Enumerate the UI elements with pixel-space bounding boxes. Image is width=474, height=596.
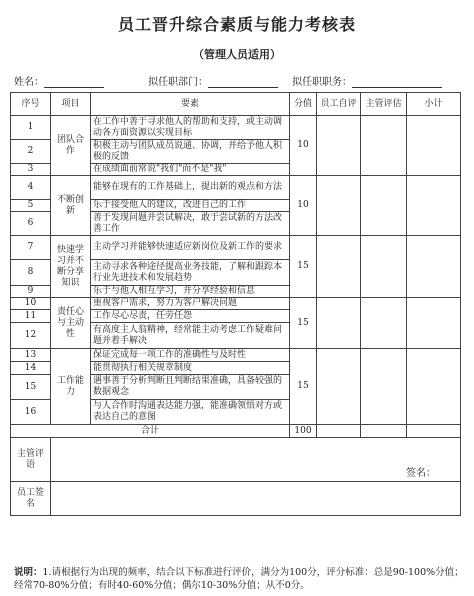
note-label: 说明：	[14, 567, 43, 578]
col-no: 序号	[11, 93, 51, 116]
supervisor-eval-cell[interactable]	[361, 176, 407, 236]
col-subtotal: 小计	[407, 93, 461, 116]
row-req: 积极主动与团队成员说通、协调，并给予他人积极的反馈	[91, 140, 290, 164]
supervisor-comment-row	[11, 438, 461, 482]
row-req: 能贯彻执行相关规章制度	[91, 362, 290, 375]
total-subtotal-cell[interactable]	[407, 425, 461, 438]
supervisor-eval-cell[interactable]	[361, 298, 407, 349]
col-supervisor: 主管评估	[361, 93, 407, 116]
row-req: 乐于与他人相互学习，并分享经验和信息	[91, 286, 290, 298]
table-row	[11, 349, 461, 362]
row-no: 15	[11, 375, 51, 400]
group-score: 15	[290, 298, 317, 349]
self-eval-cell[interactable]	[317, 176, 361, 236]
instructions-note	[14, 566, 464, 592]
row-no: 6	[11, 212, 51, 236]
note-text: 1.请根据行为出现的频率，结合以下标准进行评价，满分为100分，评分标准：总是90-100%分值；经常70-80%分值；有时40-60%分值；偶尔10-30%分值；从不0分。	[14, 567, 464, 591]
header-row	[11, 93, 461, 116]
row-req: 在成绩面前常说"我们"而不是"我"	[91, 164, 290, 176]
col-self: 员工自评	[317, 93, 361, 116]
name-label: 姓名：	[14, 77, 44, 88]
total-self-cell[interactable]	[317, 425, 361, 438]
row-no: 3	[11, 164, 51, 176]
assessment-table	[10, 92, 461, 516]
row-req: 有高度主人翁精神，经常能主动考虑工作疑难问题并着手解决	[91, 323, 290, 349]
total-label: 合计	[11, 425, 290, 438]
table-row	[11, 176, 461, 200]
row-req: 保证完成每一项工作的准确性与及时性	[91, 349, 290, 362]
group-score: 10	[290, 176, 317, 236]
row-req: 主动寻求各种途径提高业务技能，了解和跟踪本行业先进技术和发展趋势	[91, 260, 290, 286]
employee-sign-area[interactable]	[51, 482, 461, 516]
row-no: 12	[11, 323, 51, 349]
self-eval-cell[interactable]	[317, 349, 361, 425]
total-score: 100	[290, 425, 317, 438]
employee-sign-row	[11, 482, 461, 516]
form-title: 员工晋升综合素质与能力考核表	[117, 15, 356, 34]
row-no: 8	[11, 260, 51, 286]
group-score: 15	[290, 236, 317, 298]
self-eval-cell[interactable]	[317, 298, 361, 349]
subtotal-cell[interactable]	[407, 236, 461, 298]
supervisor-sign-label: 签名：	[406, 468, 436, 479]
row-req: 遇事善于分析判断且判断结果准确，具备较强的数据观念	[91, 375, 290, 400]
row-no: 7	[11, 236, 51, 260]
position-label: 拟任职职务：	[292, 77, 352, 88]
self-eval-cell[interactable]	[317, 116, 361, 176]
supervisor-comment-label: 主管评语	[11, 438, 51, 482]
group-name: 工作能力	[51, 349, 91, 425]
row-req: 善于发现问题并尝试解决，敢于尝试新的方法改善工作	[91, 212, 290, 236]
col-score: 分值	[290, 93, 317, 116]
dept-field	[148, 73, 278, 88]
supervisor-comment-area[interactable]	[51, 438, 461, 482]
group-score: 15	[290, 349, 317, 425]
row-req: 乐于接受他人的建议，改进自己的工作	[91, 200, 290, 212]
dept-line	[208, 77, 278, 88]
group-name: 责任心与主动性	[51, 298, 91, 349]
row-req: 重视客户需求，努力为客户解决问题	[91, 298, 290, 310]
row-req: 工作尽心尽责，任劳任怨	[91, 310, 290, 323]
row-no: 13	[11, 349, 51, 362]
total-supervisor-cell[interactable]	[361, 425, 407, 438]
form-subtitle: （管理人员适用）	[193, 48, 281, 61]
row-no: 10	[11, 298, 51, 310]
name-line	[44, 77, 104, 88]
row-no: 16	[11, 400, 51, 425]
supervisor-eval-cell[interactable]	[361, 236, 407, 298]
table-row	[11, 298, 461, 310]
subtotal-cell[interactable]	[407, 176, 461, 236]
supervisor-eval-cell[interactable]	[361, 349, 407, 425]
subtotal-cell[interactable]	[407, 298, 461, 349]
row-no: 14	[11, 362, 51, 375]
employee-sign-label: 员工签名	[11, 482, 51, 516]
position-line	[352, 77, 442, 88]
row-req: 与人合作时沟通表达能力强，能准确领悟对方或表达自己的意图	[91, 400, 290, 425]
row-no: 11	[11, 310, 51, 323]
row-no: 9	[11, 286, 51, 298]
row-no: 1	[11, 116, 51, 140]
row-no: 4	[11, 176, 51, 200]
name-field	[14, 73, 104, 88]
position-field	[292, 73, 442, 88]
group-name: 团队合作	[51, 116, 91, 176]
dept-label: 拟任职部门：	[148, 77, 208, 88]
group-name: 不断创新	[51, 176, 91, 236]
row-no: 2	[11, 140, 51, 164]
col-requirement: 要素	[91, 93, 290, 116]
group-score: 10	[290, 116, 317, 176]
table-row	[11, 236, 461, 260]
self-eval-cell[interactable]	[317, 236, 361, 298]
supervisor-eval-cell[interactable]	[361, 116, 407, 176]
total-row	[11, 425, 461, 438]
col-item: 项目	[51, 93, 91, 116]
group-name: 快速学习并不断分享知识	[51, 236, 91, 298]
row-req: 在工作中善于寻求他人的帮助和支持，或主动调动各方面资源以实现目标	[91, 116, 290, 140]
row-req: 能够在现有的工作基础上，提出新的观点和方法	[91, 176, 290, 200]
subtotal-cell[interactable]	[407, 116, 461, 176]
row-no: 5	[11, 200, 51, 212]
row-req: 主动学习并能够快速适应新岗位及新工作的要求	[91, 236, 290, 260]
subtotal-cell[interactable]	[407, 349, 461, 425]
table-row	[11, 116, 461, 140]
